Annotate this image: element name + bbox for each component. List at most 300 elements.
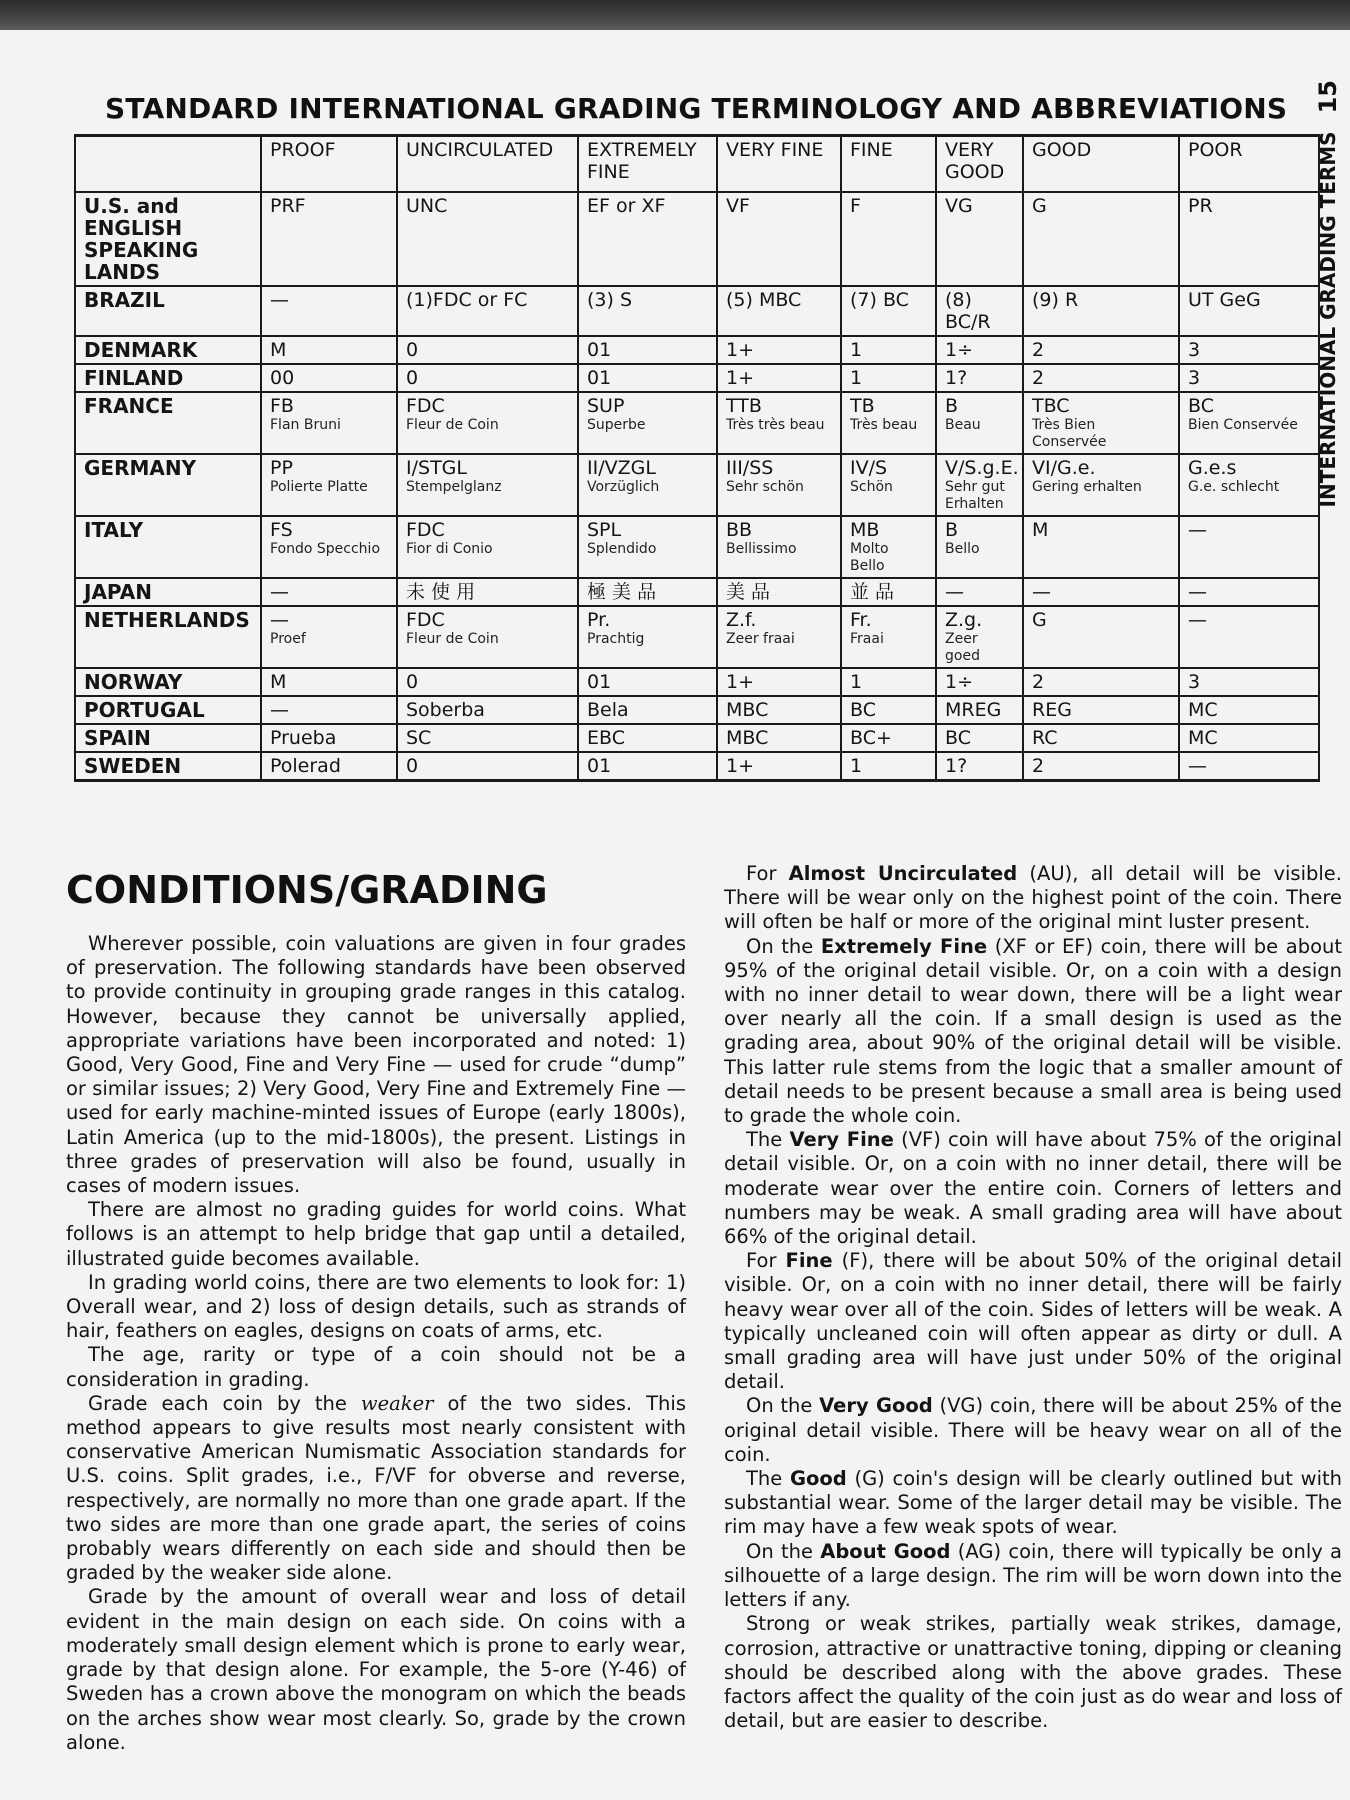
grade-code: 1: [850, 366, 863, 389]
grade-code: V/S.g.E.: [945, 456, 1019, 479]
grade-term: Zeer goed: [945, 630, 980, 664]
grade-code: G.e.s: [1188, 456, 1237, 479]
table-row: [75, 192, 1319, 286]
grade-cell: [261, 606, 397, 668]
country-name: PORTUGAL: [75, 696, 261, 724]
grade-code: TBC: [1032, 394, 1070, 417]
grade-code: (1)FDC or FC: [406, 288, 528, 311]
paragraph: Grade by the amount of overall wear and loss of detail evident in the main design on each side. On coins with a moderately small design element which is prone to early wear, grade by that design alone. For example, the 5-ore (Y-46) of Sweden has a crown above the monogram on which the beads on the arches show wear most clearly. So, grade by the crown alone.: [66, 1585, 686, 1754]
grade-code: (8) BC/R: [945, 288, 991, 333]
grade-term: Fleur de Coin: [406, 416, 499, 433]
grade-code: Soberba: [406, 698, 485, 721]
grade-term: Fondo Specchio: [270, 540, 381, 557]
grade-cell: [1023, 668, 1179, 696]
grade-code: G: [1032, 608, 1047, 631]
paragraph: The age, rarity or type of a coin should not be a consideration in grading.: [66, 1343, 686, 1391]
grade-cell: [1179, 578, 1319, 606]
grade-code: MREG: [945, 698, 1002, 721]
country-name: BRAZIL: [75, 286, 261, 336]
text: (XF or EF) coin, there will be about 95% of the original detail visible. Or, on a coin with a design with no inner detail to wear down, there will be a light wear over nearly all the coin. If a small design is used as the grading area, about 90% of the original detail will be visible. This latter rule stems from the logic that a smaller amount of detail needs to be present because a small area is being used to grade the whole coin.: [724, 934, 1343, 1128]
grade-code: 3: [1188, 366, 1201, 389]
table-row: [75, 696, 1319, 724]
text: On the: [746, 1394, 820, 1418]
grade-code: 3: [1188, 670, 1201, 693]
grade-term: Sehr schön: [726, 478, 804, 495]
table-row: [75, 336, 1319, 364]
grade-term: Proef: [270, 630, 306, 647]
grade-code: BC: [1188, 394, 1214, 417]
grade-code: 2: [1032, 338, 1045, 361]
paragraph: In grading world coins, there are two elements to look for: 1) Overall wear, and 2) loss of design details, such as strands of hair, feathers on eagles, designs on coats of arms, etc.: [66, 1270, 686, 1343]
grade-code: 0: [406, 754, 419, 777]
grade-description: [724, 1128, 1342, 1249]
grade-code: Z.f.: [726, 608, 757, 631]
grade-code: BC: [850, 698, 876, 721]
table-row: [75, 606, 1319, 668]
grade-code: MBC: [726, 726, 769, 749]
grade-cell: [717, 364, 841, 392]
grade-code: FDC: [406, 518, 445, 541]
column-header: GOOD: [1023, 136, 1179, 192]
grade-code: 1+: [726, 670, 755, 693]
grade-cell: [578, 192, 717, 286]
grade-term: Fior di Conio: [406, 540, 493, 557]
grade-cell: [578, 668, 717, 696]
grade-cell: [578, 286, 717, 336]
grade-cell: [1023, 724, 1179, 752]
grade-code: 極 美 品: [587, 580, 657, 603]
text: For: [746, 862, 789, 885]
table-body: [75, 192, 1319, 781]
grade-term: Bello: [945, 540, 980, 557]
grade-cell: [397, 578, 578, 606]
grade-cell: [1179, 516, 1319, 578]
grade-code: BC: [945, 726, 971, 749]
grade-cell: [578, 752, 717, 781]
grade-cell: [261, 724, 397, 752]
grade-code: 1+: [726, 338, 755, 361]
grade-cell: [1023, 192, 1179, 286]
grade-code: 1÷: [945, 338, 974, 361]
grade-code: FDC: [406, 394, 445, 417]
grade-cell: [1179, 364, 1319, 392]
grade-cell: [717, 454, 841, 516]
grade-code: 1+: [726, 754, 755, 777]
grade-cell: [1179, 286, 1319, 336]
text: The: [746, 1467, 790, 1491]
grade-cell: [936, 336, 1023, 364]
grade-code: 01: [587, 338, 612, 361]
grade-cell: [578, 364, 717, 392]
grade-cell: [1179, 724, 1319, 752]
grade-term: Superbe: [587, 416, 646, 433]
grade-cell: [261, 696, 397, 724]
country-name: JAPAN: [75, 578, 261, 606]
grade-cell: [1023, 454, 1179, 516]
table-row: [75, 752, 1319, 781]
grade-code: —: [1188, 754, 1207, 777]
column-header: FINE: [841, 136, 936, 192]
grade-code: 0: [406, 366, 419, 389]
grade-cell: [1179, 606, 1319, 668]
grade-term: Prachtig: [587, 630, 645, 647]
grade-cell: [717, 336, 841, 364]
grade-cell: [1179, 192, 1319, 286]
right-column: [724, 862, 1342, 1733]
grade-cell: [1023, 752, 1179, 781]
grade-description: [724, 1540, 1342, 1613]
grade-code: B: [945, 394, 959, 417]
grade-term: Très très beau: [726, 416, 825, 433]
grade-cell: [841, 578, 936, 606]
grade-code: 並 品: [850, 580, 895, 603]
grade-code: PR: [1188, 194, 1213, 217]
table-row: [75, 578, 1319, 606]
text: On the: [746, 1539, 821, 1563]
text: Grade each coin by the: [88, 1391, 361, 1415]
grade-code: SUP: [587, 394, 625, 417]
grade-code: EBC: [587, 726, 625, 749]
grade-code: 1÷: [945, 670, 974, 693]
text: For: [746, 1249, 786, 1273]
grade-cell: [1179, 696, 1319, 724]
grade-cell: [261, 454, 397, 516]
country-name: FINLAND: [75, 364, 261, 392]
table-row: [75, 724, 1319, 752]
country-name: FRANCE: [75, 392, 261, 454]
grade-code: VF: [726, 194, 750, 217]
grade-cell: [1179, 668, 1319, 696]
grade-code: TB: [850, 394, 875, 417]
grade-code: IV/S: [850, 456, 888, 479]
grade-term-bold: Good: [789, 1467, 847, 1491]
column-header: EXTREMELY FINE: [578, 136, 717, 192]
text: (VG) coin, there will be about 25% of the original detail visible. There will be heavy wear on all of the coin.: [724, 1394, 1342, 1466]
text: (AG) coin, there will typically be only a silhouette of a large design. The rim will be worn down into the letters if any.: [724, 1539, 1342, 1612]
grade-term: Très Bien Conservée: [1032, 416, 1107, 450]
grade-cell: [1023, 696, 1179, 724]
grade-code: (7) BC: [850, 288, 909, 311]
grade-cell: [841, 286, 936, 336]
country-name: SPAIN: [75, 724, 261, 752]
grade-cell: [397, 454, 578, 516]
text: (F), there will be about 50% of the original detail visible. Or, on a coin with no inner detail, there will be fairly heavy wear over all of the coin. Sides of letters will be weak. A typically uncleaned coin will often appear as dirty or dull. A small grading area will have just under 50% of the original detail.: [724, 1249, 1342, 1394]
grade-cell: [397, 192, 578, 286]
grade-cell: [1023, 516, 1179, 578]
grade-code: BC+: [850, 726, 892, 749]
grade-term: G.e. schlecht: [1188, 478, 1280, 495]
grade-term-bold: About Good: [820, 1539, 951, 1563]
grade-code: Pr.: [587, 608, 611, 631]
paragraph: Wherever possible, coin valuations are given in four grades of preservation. The following standards have been observed to provide continuity in grouping grade ranges in this catalog. However, because they cannot be universally applied, appropriate variations have been incorporated and noted: 1) Good, Very Good, Fine and Very Fine — used for crude “dump” or similar issues; 2) Very Good, Very Fine and Extremely Fine — used for early machine-minted issues of Europe (early 1800s), Latin America (up to the mid-1800s), the present. Listings in three grades of preservation will also be found, usually in cases of modern issues.: [66, 932, 686, 1198]
grade-code: —: [270, 608, 289, 631]
page-bottom-edge: [0, 1792, 1350, 1800]
grade-code: —: [945, 580, 964, 603]
country-name: DENMARK: [75, 336, 261, 364]
grade-code: M: [1032, 518, 1049, 541]
grade-cell: [578, 696, 717, 724]
grade-term: Molto Bello: [850, 540, 889, 574]
grade-term: Splendido: [587, 540, 657, 557]
side-label-text: INTERNATIONAL GRADING TERMS: [1316, 131, 1340, 508]
text: of the two sides. This method appears to give results most nearly consistent with conservative American Numismatic Association standards for U.S. coins. Split grades, i.e., F/VF for obverse and reverse, respectively, are normally no more than one grade apart. If the two sides are more than one grade apart, the series of coins probably wears differently on each side and should then be graded by the weaker side alone.: [66, 1391, 686, 1585]
grade-cell: [936, 606, 1023, 668]
grade-code: M: [270, 670, 287, 693]
grade-cell: [717, 606, 841, 668]
grade-term: Beau: [945, 416, 981, 433]
grade-cell: [397, 696, 578, 724]
grade-term: Flan Bruni: [270, 416, 341, 433]
grade-term: Bellissimo: [726, 540, 797, 557]
grade-description: [724, 1249, 1342, 1394]
grade-cell: [397, 336, 578, 364]
grade-cell: [717, 752, 841, 781]
grade-code: PP: [270, 456, 293, 479]
grade-description: [724, 1394, 1342, 1467]
grade-code: —: [1032, 580, 1051, 603]
grade-code: MC: [1188, 698, 1218, 721]
table-row: [75, 392, 1319, 454]
grade-cell: [841, 752, 936, 781]
left-column: [66, 932, 686, 1755]
grade-code: 1: [850, 754, 863, 777]
header-corner: [75, 136, 261, 192]
grade-cell: [717, 724, 841, 752]
grade-cell: [936, 668, 1023, 696]
grade-cell: [936, 364, 1023, 392]
grade-term: Vorzüglich: [587, 478, 660, 495]
grade-code: III/SS: [726, 456, 774, 479]
grade-cell: [397, 364, 578, 392]
grade-code: (9) R: [1032, 288, 1079, 311]
grade-cell: [261, 392, 397, 454]
grade-cell: [841, 336, 936, 364]
grade-code: —: [270, 288, 289, 311]
grade-description: [724, 862, 1342, 935]
grade-cell: [1179, 392, 1319, 454]
grade-code: MBC: [726, 698, 769, 721]
grade-code: 2: [1032, 670, 1045, 693]
grade-code: Prueba: [270, 726, 337, 749]
grade-code: —: [270, 698, 289, 721]
grade-cell: [936, 516, 1023, 578]
grade-code: 01: [587, 754, 612, 777]
grade-cell: [578, 724, 717, 752]
grade-description: [724, 935, 1342, 1129]
grade-cell: [841, 454, 936, 516]
grade-code: UNC: [406, 194, 448, 217]
grade-term: Bien Conservée: [1188, 416, 1298, 433]
grade-code: Bela: [587, 698, 629, 721]
grade-code: Polerad: [270, 754, 341, 777]
country-name: ITALY: [75, 516, 261, 578]
grade-cell: [397, 752, 578, 781]
grade-code: VI/G.e.: [1032, 456, 1096, 479]
grade-cell: [1023, 578, 1179, 606]
grade-code: Fr.: [850, 608, 872, 631]
grade-cell: [261, 192, 397, 286]
grade-cell: [261, 336, 397, 364]
grade-cell: [1023, 336, 1179, 364]
grade-cell: [397, 286, 578, 336]
grade-cell: [841, 606, 936, 668]
text: (AU), all detail will be visible. There will be wear only on the highest point of the coin. There will often be half or more of the original mint luster present.: [724, 862, 1343, 934]
grade-cell: [717, 392, 841, 454]
grade-code: 2: [1032, 754, 1045, 777]
grade-code: 3: [1188, 338, 1201, 361]
grade-cell: [841, 668, 936, 696]
grade-cell: [578, 516, 717, 578]
table-header-row: [75, 136, 1319, 192]
grade-cell: [936, 192, 1023, 286]
grade-cell: [841, 516, 936, 578]
grade-cell: [936, 696, 1023, 724]
grade-cell: [397, 724, 578, 752]
country-name: GERMANY: [75, 454, 261, 516]
grade-code: (5) MBC: [726, 288, 802, 311]
grade-code: RC: [1032, 726, 1058, 749]
grade-code: BB: [726, 518, 753, 541]
grade-cell: [1179, 454, 1319, 516]
grade-code: M: [270, 338, 287, 361]
emphasis: weaker: [360, 1391, 434, 1415]
text: Strong or weak strikes, partially weak strikes, damage, corrosion, attractive or unattractive toning, dipping or cleaning should be described along with the above grades. These factors affect the quality of the coin just as do wear and loss of detail, but are easier to describe.: [724, 1612, 1342, 1733]
grade-code: 00: [270, 366, 295, 389]
grade-code: 1?: [945, 754, 968, 777]
grade-code: II/VZGL: [587, 456, 656, 479]
country-name: U.S. and ENGLISH SPEAKING LANDS: [75, 192, 261, 286]
grade-code: Z.g.: [945, 608, 983, 631]
country-name: NETHERLANDS: [75, 606, 261, 668]
grade-cell: [717, 286, 841, 336]
grade-cell: [578, 454, 717, 516]
grade-cell: [261, 752, 397, 781]
grade-code: FS: [270, 518, 293, 541]
grade-code: UT GeG: [1188, 288, 1261, 311]
grade-code: 2: [1032, 366, 1045, 389]
grade-cell: [841, 724, 936, 752]
table-row: [75, 516, 1319, 578]
grade-code: FB: [270, 394, 294, 417]
grade-code: MC: [1188, 726, 1218, 749]
grade-cell: [397, 668, 578, 696]
grade-code: F: [850, 194, 861, 217]
grade-cell: [1179, 752, 1319, 781]
grade-cell: [397, 392, 578, 454]
grade-term: Stempelglanz: [406, 478, 502, 495]
grade-term-bold: Almost Uncirculated: [788, 862, 1018, 885]
grade-code: FDC: [406, 608, 445, 631]
grade-code: 1?: [945, 366, 968, 389]
grade-code: 1: [850, 338, 863, 361]
table-row: [75, 668, 1319, 696]
grade-cell: [1179, 336, 1319, 364]
grade-code: REG: [1032, 698, 1072, 721]
grade-code: 美 品: [726, 580, 771, 603]
column-header: VERY GOOD: [936, 136, 1023, 192]
grade-code: 1: [850, 670, 863, 693]
grade-cell: [578, 392, 717, 454]
grade-code: —: [270, 580, 289, 603]
grade-term: Fraai: [850, 630, 884, 647]
paragraph: There are almost no grading guides for world coins. What follows is an attempt to help bridge that gap until a detailed, illustrated guide becomes available.: [66, 1198, 686, 1270]
grade-cell: [578, 606, 717, 668]
grade-term: Schön: [850, 478, 893, 495]
grade-cell: [1023, 392, 1179, 454]
grade-code: PRF: [270, 194, 306, 217]
grading-table: [74, 134, 1320, 782]
grade-term: Zeer fraai: [726, 630, 795, 647]
grade-cell: [841, 364, 936, 392]
grade-cell: [397, 516, 578, 578]
grade-code: TTB: [726, 394, 762, 417]
grade-code: EF or XF: [587, 194, 666, 217]
grade-cell: [261, 286, 397, 336]
page-title: STANDARD INTERNATIONAL GRADING TERMINOLOGY AND ABBREVIATIONS: [105, 92, 1288, 125]
grade-term: Polierte Platte: [270, 478, 368, 495]
grade-cell: [841, 192, 936, 286]
grade-cell: [717, 668, 841, 696]
grade-cell: [1023, 286, 1179, 336]
grade-code: SC: [406, 726, 432, 749]
column-header: UNCIRCULATED: [397, 136, 578, 192]
grade-code: 1+: [726, 366, 755, 389]
country-name: SWEDEN: [75, 752, 261, 781]
text: (G) coin's design will be clearly outlined but with substantial wear. Some of the larger detail may be visible. The rim may have a few weak spots of wear.: [724, 1467, 1342, 1539]
text: On the: [746, 934, 821, 958]
table-row: [75, 454, 1319, 516]
page-number: 15: [1314, 80, 1342, 114]
table-row: [75, 286, 1319, 336]
section-heading: CONDITIONS/GRADING: [66, 868, 548, 912]
grade-term-bold: Very Fine: [789, 1128, 894, 1152]
grade-cell: [261, 578, 397, 606]
grade-code: —: [1188, 580, 1207, 603]
grade-cell: [261, 516, 397, 578]
grade-cell: [578, 578, 717, 606]
grade-code: 0: [406, 670, 419, 693]
grade-description: [724, 1612, 1342, 1733]
text: The: [746, 1128, 790, 1152]
grade-cell: [717, 516, 841, 578]
grade-cell: [261, 364, 397, 392]
table-row: [75, 364, 1319, 392]
grade-cell: [936, 724, 1023, 752]
grade-cell: [841, 392, 936, 454]
grade-term: Très beau: [850, 416, 918, 433]
paragraph-weaker: [66, 1392, 686, 1586]
grade-code: SPL: [587, 518, 622, 541]
grade-cell: [717, 578, 841, 606]
grade-code: MB: [850, 518, 880, 541]
column-header: PROOF: [261, 136, 397, 192]
grade-code: 未 使 用: [406, 580, 476, 603]
grade-term: Fleur de Coin: [406, 630, 499, 647]
grade-code: (3) S: [587, 288, 633, 311]
grade-cell: [397, 606, 578, 668]
grade-cell: [578, 336, 717, 364]
grade-cell: [717, 696, 841, 724]
grade-term-bold: Fine: [785, 1249, 833, 1273]
grade-code: 0: [406, 338, 419, 361]
grade-cell: [841, 696, 936, 724]
grade-cell: [936, 752, 1023, 781]
grade-cell: [936, 286, 1023, 336]
grade-code: —: [1188, 608, 1207, 631]
grade-code: G: [1032, 194, 1047, 217]
grade-term: Gering erhalten: [1032, 478, 1142, 495]
grade-term: Sehr gut Erhalten: [945, 478, 1005, 512]
